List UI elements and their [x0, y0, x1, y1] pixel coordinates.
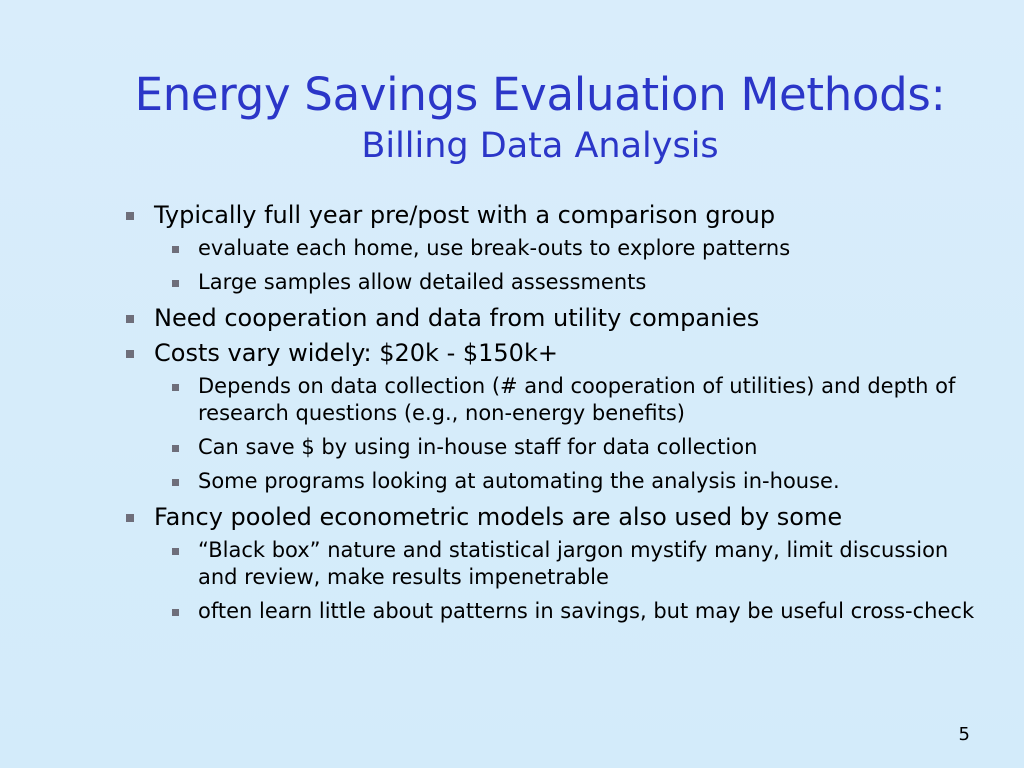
square-bullet-icon	[126, 514, 134, 522]
slide-subtitle: Billing Data Analysis	[361, 126, 719, 166]
sub-bullet-text: Depends on data collection (# and cooperation of utilities) and depth of research questions (e.g., non-energy benefits)	[198, 374, 956, 425]
sub-bullet-text: often learn little about patterns in savings, but may be useful cross-check	[198, 599, 975, 623]
square-bullet-icon	[172, 246, 179, 253]
bullet-text: Typically full year pre/post with a comparison group	[154, 201, 776, 229]
square-bullet-icon	[172, 609, 179, 616]
sub-bullet-item	[166, 373, 982, 427]
bullet-item	[122, 200, 982, 230]
sub-bullet-item	[166, 434, 982, 461]
bullet-item	[122, 303, 982, 333]
square-bullet-icon	[126, 212, 134, 220]
slide-title: Energy Savings Evaluation Methods:	[134, 68, 946, 121]
bullet-text: Fancy pooled econometric models are also used by some	[154, 503, 843, 531]
square-bullet-icon	[126, 315, 134, 323]
bullet-item	[122, 338, 982, 368]
bullet-text: Costs vary widely: $20k - $150k+	[154, 339, 558, 367]
sub-bullet-item	[166, 269, 982, 296]
square-bullet-icon	[126, 350, 134, 358]
page-number: 5	[958, 724, 970, 745]
square-bullet-icon	[172, 479, 179, 486]
bullet-item	[122, 502, 982, 532]
sub-bullet-item	[166, 235, 982, 262]
sub-bullet-item	[166, 468, 982, 495]
square-bullet-icon	[172, 280, 179, 287]
sub-bullet-text: evaluate each home, use break-outs to explore patterns	[198, 236, 791, 260]
sub-bullet-text: Large samples allow detailed assessments	[198, 270, 647, 294]
square-bullet-icon	[172, 445, 179, 452]
bullet-text: Need cooperation and data from utility companies	[154, 304, 760, 332]
sub-bullet-text: Can save $ by using in-house staff for data collection	[198, 435, 758, 459]
title-block	[0, 68, 1024, 168]
sub-bullet-item	[166, 598, 982, 625]
sub-bullet-item	[166, 537, 982, 591]
square-bullet-icon	[172, 384, 179, 391]
bullet-list	[122, 200, 982, 632]
sub-bullet-text: “Black box” nature and statistical jargon mystify many, limit discussion and review, make results impenetrable	[198, 538, 949, 589]
sub-bullet-text: Some programs looking at automating the analysis in-house.	[198, 469, 840, 493]
square-bullet-icon	[172, 548, 179, 555]
